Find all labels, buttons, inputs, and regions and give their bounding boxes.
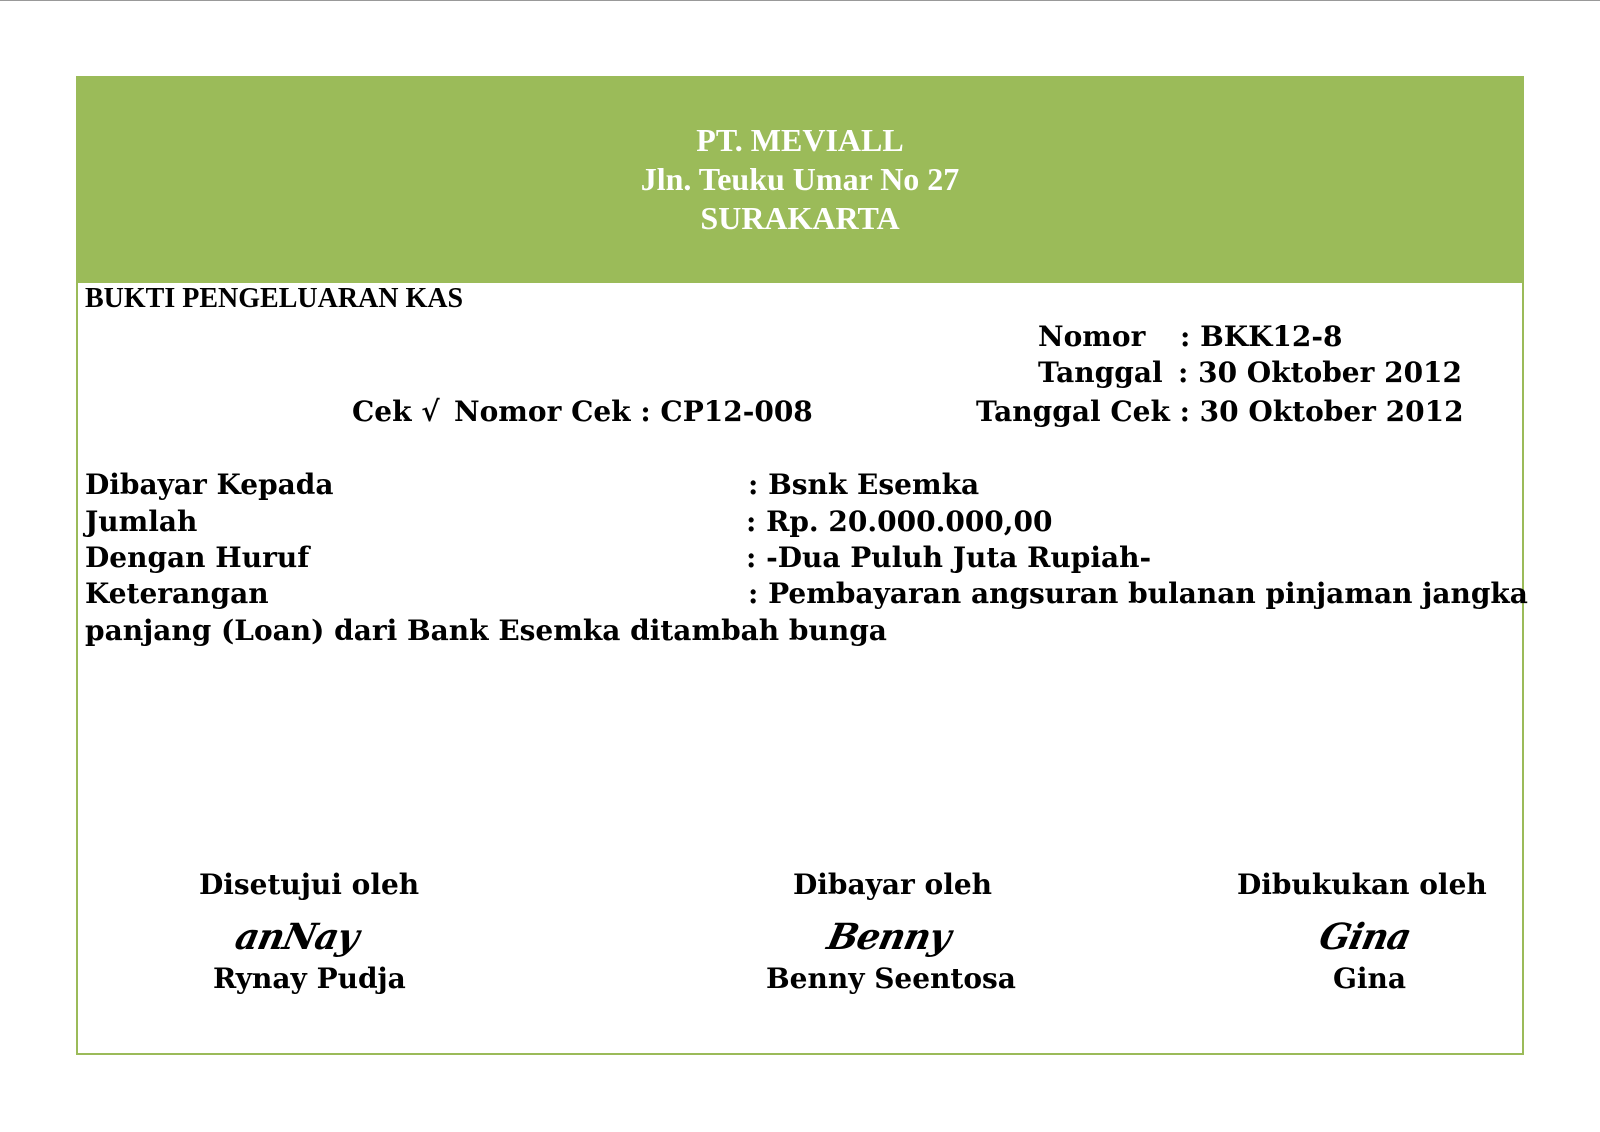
field-label-jumlah: Jumlah (85, 505, 198, 538)
field-label-keterangan: Keterangan (85, 577, 269, 610)
document-title: BUKTI PENGELUARAN KAS (85, 283, 464, 314)
role-disetujui: Disetujui oleh (199, 868, 420, 901)
company-header (78, 78, 1522, 283)
role-dibayar: Dibayar oleh (793, 868, 993, 901)
company-name: PT. MEVIALL (696, 122, 904, 158)
tanggal-cek: Tanggal Cek : 30 Oktober 2012 (976, 395, 1464, 428)
name-rynay: Rynay Pudja (213, 962, 406, 995)
company-address: Jln. Teuku Umar No 27 (640, 161, 960, 197)
nomor-value: : BKK12-8 (1180, 320, 1343, 353)
field-label-dibayar-kepada: Dibayar Kepada (85, 468, 334, 501)
field-value-dengan-huruf: : -Dua Puluh Juta Rupiah- (746, 541, 1152, 574)
nomor-cek: Nomor Cek : CP12-008 (454, 395, 813, 428)
cek-label: Cek √ (352, 395, 440, 428)
field-value-keterangan: : Pembayaran angsuran bulanan pinjaman jangka (748, 577, 1528, 610)
role-dibukukan: Dibukukan oleh (1237, 868, 1487, 901)
tanggal-value: : 30 Oktober 2012 (1178, 356, 1463, 389)
nomor-label: Nomor (1038, 320, 1146, 353)
field-label-dengan-huruf: Dengan Huruf (85, 541, 310, 574)
keterangan-continued: panjang (Loan) dari Bank Esemka ditambah bunga (85, 614, 887, 647)
tanggal-label: Tanggal (1038, 356, 1163, 389)
field-value-jumlah: : Rp. 20.000.000,00 (746, 505, 1053, 538)
name-gina: Gina (1333, 962, 1407, 995)
top-border-line (0, 0, 1600, 1)
company-city: SURAKARTA (700, 200, 900, 236)
signature-annay: anNay (231, 916, 363, 958)
signature-benny: Benny (823, 916, 955, 958)
name-benny: Benny Seentosa (766, 962, 1016, 995)
signature-gina: Gina (1315, 916, 1415, 958)
field-value-dibayar-kepada: : Bsnk Esemka (748, 468, 980, 501)
